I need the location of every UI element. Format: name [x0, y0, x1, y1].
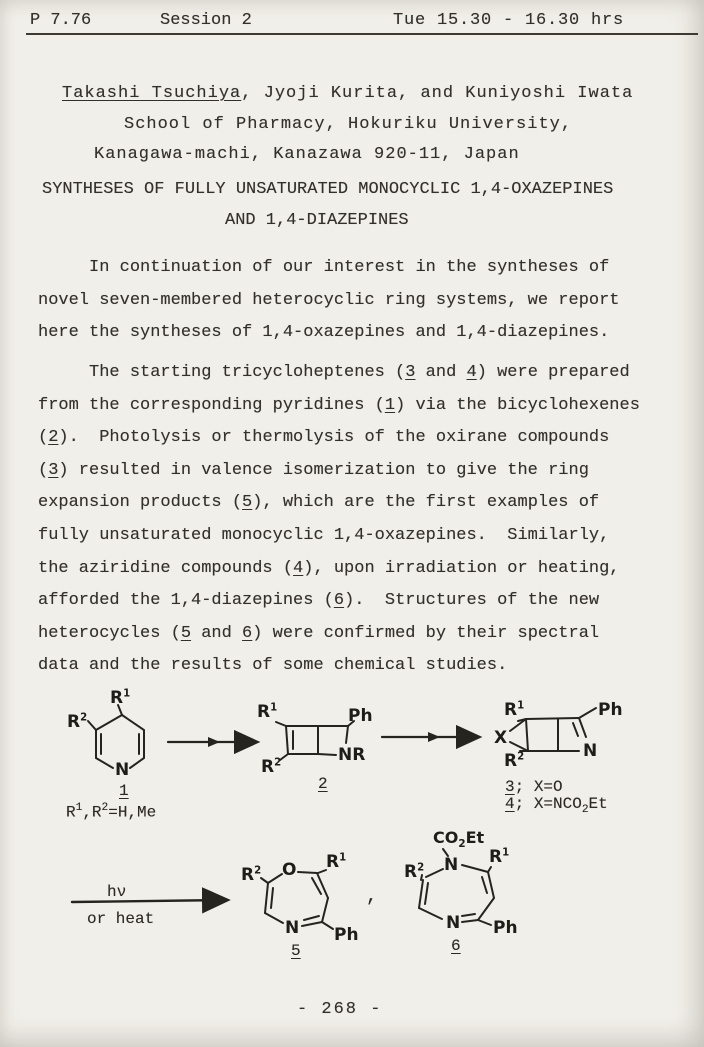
reaction-arrow-1 [168, 737, 256, 747]
reaction-arrow-2 [382, 732, 478, 742]
structure-3-4-ph-label: Ph [598, 700, 623, 720]
structure-1-substituent-legend: $R^1,R^2=H,Me$ [66, 802, 157, 822]
abstract-paragraph-1 [38, 252, 620, 350]
authors-line-1: Takashi Tsuchiya, Jyoji Kurita, and Kuniyoshi Iwata [62, 84, 634, 103]
abstract-line: (2). Photolysis or thermolysis of the oxirane compounds [38, 428, 610, 448]
authors-line-3: Kanagawa-machi, Kanazawa 920-11, Japan [94, 145, 520, 164]
abstract-line: novel seven-membered heterocyclic ring systems, we report [38, 290, 620, 310]
condition-hv-label: hν [107, 883, 127, 901]
condition-heat-label: or heat [87, 910, 155, 928]
scheme-comma: , [366, 885, 378, 907]
structure-3-definition: 3; X=O [505, 778, 563, 796]
structure-6-r2-label: $R^2$ [404, 862, 425, 882]
abstract-line: heterocycles (5 and 6) were confirmed by their spectral [38, 623, 600, 643]
structure-5-ph-label: Ph [334, 925, 359, 945]
structure-3-4-nitrogen-label: N [583, 741, 598, 761]
abstract-line: data and the results of some chemical studies. [38, 656, 508, 676]
structure-6-number: 6 [451, 937, 461, 955]
structure-6-ph-label: Ph [493, 918, 518, 938]
abstract-line: fully unsaturated monocyclic 1,4-oxazepines. Similarly, [38, 525, 610, 545]
structure-3-4-r1-label: $R^1$ [504, 700, 525, 720]
structure-5-r2-label: $R^2$ [241, 865, 262, 885]
reaction-arrow-photolysis [72, 900, 226, 902]
header-paper-code: P 7.76 [30, 11, 92, 30]
structure-4-definition: 4; $X=NCO_2Et$ [505, 795, 608, 817]
abstract-line: (3) resulted in valence isomerization to give the ring [38, 460, 589, 480]
abstract-line: The starting tricycloheptenes (3 and 4) were prepared [38, 363, 630, 382]
header-rule [26, 33, 698, 35]
abstract-line: the aziridine compounds (4), upon irradiation or heating, [38, 558, 620, 578]
structure-6-r1-label: $R^1$ [489, 847, 510, 867]
structure-2-nr-label: NR [338, 745, 366, 765]
structure-2-r2-label: $R^2$ [261, 757, 282, 777]
abstract-paragraph-2 [38, 357, 640, 683]
structure-3-4-r2-label: $R^2$ [504, 751, 525, 771]
structure-5-number: 5 [291, 942, 301, 960]
structure-1-r2-label: $R^2$ [67, 712, 88, 732]
paper-title-line-2: AND 1,4-DIAZEPINES [225, 211, 409, 230]
structure-1-nitrogen-label: N [115, 760, 130, 780]
paper-title-line-1: SYNTHESES OF FULLY UNSATURATED MONOCYCLIC 1,4-OXAZEPINES [42, 180, 614, 199]
structure-6-n1-label: N [444, 855, 459, 875]
structure-1-r1-label: $R^1$ [110, 688, 131, 708]
header-session: Session 2 [160, 11, 252, 30]
scheme-bonds-svg [30, 680, 690, 990]
structure-5-r1-label: $R^1$ [326, 852, 347, 872]
structure-5-oxygen-label: O [282, 860, 297, 880]
structure-6-ester-label: $CO_2Et$ [433, 828, 485, 851]
header-time: Tue 15.30 - 16.30 hrs [393, 11, 625, 30]
structure-2-r1-label: $R^1$ [257, 702, 278, 722]
structure-1-pyridine-skeleton [88, 705, 144, 768]
structure-3-4-x-label: X [494, 728, 508, 748]
structure-5-nitrogen-label: N [285, 918, 300, 938]
authors-line-2: School of Pharmacy, Hokuriku University, [124, 115, 573, 134]
abstract-line: In continuation of our interest in the syntheses of [38, 258, 610, 277]
structure-2-number: 2 [318, 775, 328, 793]
structure-1-number: 1 [119, 782, 129, 800]
reaction-scheme [30, 680, 690, 990]
abstract-line: from the corresponding pyridines (1) via the bicyclohexenes [38, 395, 640, 415]
page-number: - 268 - [297, 1000, 383, 1019]
structure-2-ph-label: Ph [348, 706, 373, 726]
abstract-line: expansion products (5), which are the first examples of [38, 493, 600, 513]
abstract-line: afforded the 1,4-diazepines (6). Structures of the new [38, 591, 600, 611]
structure-6-n4-label: N [446, 913, 461, 933]
abstract-line: here the syntheses of 1,4-oxazepines and 1,4-diazepines. [38, 323, 610, 343]
